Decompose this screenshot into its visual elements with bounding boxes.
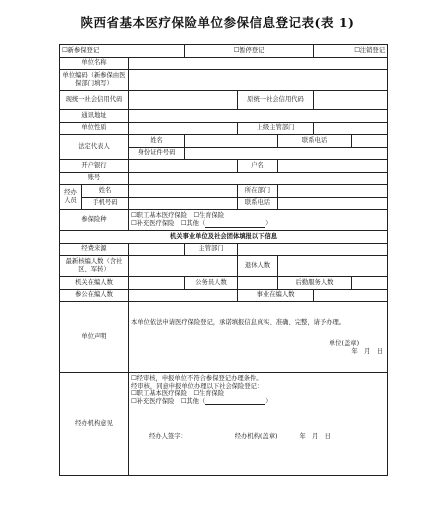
current-credit-code-label: 现统一社会信用代码 — [60, 91, 129, 110]
new-enroll-checkbox[interactable]: ☐新参保登记 — [60, 45, 185, 58]
agency-staff-field[interactable] — [129, 277, 185, 290]
insurance-other-close: ） — [265, 220, 272, 227]
legal-rep-id-field[interactable] — [185, 147, 388, 160]
unit-name-field[interactable] — [129, 57, 388, 70]
handler-mobile-field[interactable] — [129, 197, 238, 210]
page-title: 陕西省基本医疗保险单位参保信息登记表(表 1) — [80, 15, 355, 30]
review-other-close: ） — [265, 397, 272, 405]
review-reject-option[interactable]: ☐经审核，申报单位不符合参保登记办理条件。 — [131, 375, 263, 382]
logistics-staff-field[interactable] — [352, 277, 388, 290]
handler-label: 经办人员 — [60, 185, 82, 210]
review-insurance-line1[interactable]: ☐职工基本医疗保险 ☐生育保险 — [131, 390, 225, 398]
legal-rep-name-field[interactable] — [185, 135, 278, 148]
review-label: 经办机构意见 — [60, 373, 129, 476]
handler-name-field[interactable] — [129, 185, 238, 198]
unit-name-label: 单位名称 — [60, 57, 129, 70]
unit-code-label: 单位编码（新参保由医保部门填写） — [60, 70, 129, 91]
legal-rep-phone-label: 联系电话 — [278, 135, 352, 148]
legal-rep-phone-field[interactable] — [352, 135, 388, 148]
fund-source-field[interactable] — [129, 243, 185, 256]
declaration-date: 年 月 日 — [351, 347, 384, 355]
account-name-field[interactable] — [278, 160, 388, 173]
declaration-text: 本单位依法申请医疗保险登记，承诺填报信息真实、准确、完整，请予办理。 — [131, 318, 346, 326]
bank-label: 开户银行 — [60, 160, 129, 173]
institution-staff-label: 事业在编人数 — [238, 289, 314, 302]
legal-rep-id-label: 身份证件号码 — [129, 147, 185, 160]
staff-quota-label: 最新核编人数（含社区、军转） — [60, 256, 129, 277]
current-credit-code-field[interactable] — [129, 91, 238, 110]
insurance-other-prefix: ☐补充医疗保险 ☐其他（ — [131, 220, 206, 227]
agency-staff-label: 机关在编人数 — [60, 277, 129, 290]
legal-rep-label: 法定代表人 — [60, 135, 129, 160]
insurance-options-line1[interactable]: ☐职工基本医疗保险 ☐生育保险 — [131, 212, 225, 220]
review-other-prefix: ☐补充医疗保险 ☐其他（ — [131, 397, 206, 405]
handler-name-label: 姓名 — [82, 185, 129, 198]
review-date: 年 月 日 — [299, 433, 331, 441]
retired-count-field[interactable] — [278, 256, 388, 277]
account-no-label: 账号 — [60, 172, 129, 185]
account-name-label: 户名 — [238, 160, 278, 173]
ref-civil-staff-field[interactable] — [129, 289, 238, 302]
unit-code-field[interactable] — [129, 70, 388, 91]
review-content — [129, 373, 388, 476]
unit-type-field[interactable] — [129, 122, 238, 135]
original-credit-code-label: 原统一社会信用代码 — [238, 91, 314, 110]
handler-dept-label: 所在部门 — [238, 185, 278, 198]
review-other-blank[interactable] — [205, 398, 265, 405]
handler-signature-label: 经办人签字： — [149, 433, 187, 441]
declaration-label: 单位声明 — [60, 302, 129, 373]
cancel-checkbox[interactable]: ☐注销登记 — [314, 45, 388, 58]
registration-form — [59, 44, 388, 476]
suspend-checkbox[interactable]: ☐暂停登记 — [185, 45, 314, 58]
institution-staff-field[interactable] — [314, 289, 388, 302]
insurance-type-label: 参保险种 — [60, 210, 129, 231]
civil-servants-field[interactable] — [238, 277, 278, 290]
review-signatures — [131, 433, 385, 441]
civil-servants-label: 公务员人数 — [185, 277, 238, 290]
competent-dept-label: 主管部门 — [185, 243, 238, 256]
declaration-content — [129, 302, 388, 373]
declaration-seal: 单位(盖章) — [328, 340, 360, 348]
original-credit-code-field[interactable] — [314, 91, 388, 110]
handler-phone-label: 联系电话 — [238, 197, 278, 210]
agency-seal-label: 经办机构(盖章) — [234, 433, 278, 441]
address-label: 通讯地址 — [60, 110, 129, 123]
retired-count-label: 退休人数 — [238, 256, 278, 277]
section-title: 机关事业单位及社会团体填报以下信息 — [60, 231, 388, 244]
insurance-options-line2[interactable] — [131, 220, 385, 228]
logistics-staff-label: 后勤服务人数 — [278, 277, 352, 290]
unit-type-label: 单位性质 — [60, 122, 129, 135]
bank-field[interactable] — [129, 160, 238, 173]
account-no-field[interactable] — [129, 172, 388, 185]
fund-source-label: 经费来源 — [60, 243, 129, 256]
handler-dept-field[interactable] — [278, 185, 388, 198]
ref-civil-staff-label: 参公在编人数 — [60, 289, 129, 302]
insurance-other-blank[interactable] — [205, 221, 265, 228]
competent-dept-field[interactable] — [238, 243, 388, 256]
handler-mobile-label: 手机号码 — [82, 197, 129, 210]
review-insurance-line2[interactable] — [131, 398, 385, 406]
legal-rep-name-label: 姓名 — [129, 135, 185, 148]
insurance-type-options[interactable] — [129, 210, 388, 231]
staff-quota-field[interactable] — [129, 256, 238, 277]
review-approve-text: 经审核，同意申报单位办理以下社会保险登记： — [131, 382, 264, 390]
superior-dept-field[interactable] — [314, 122, 388, 135]
superior-dept-label: 上级主管部门 — [238, 122, 314, 135]
handler-phone-field[interactable] — [278, 197, 388, 210]
address-field[interactable] — [129, 110, 388, 123]
